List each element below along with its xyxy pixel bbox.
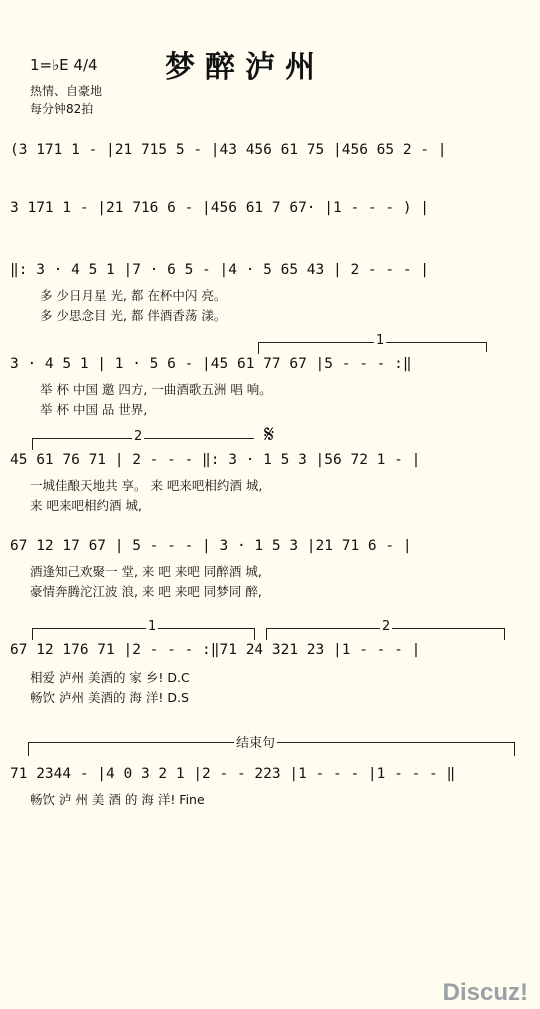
volta-1b-bracket [32, 628, 254, 629]
score-line-3: ‖: 3 · 4 5 1 |7 · 6 5 - |4 · 5 65 43 | 2 - - - | [10, 262, 430, 278]
volta-2b-number: 2 [382, 619, 391, 634]
ending-tick [28, 742, 29, 756]
score-line-5: 45 61 76 71 | 2 - - - ‖: 3 · 1 5 3 |56 72 1 - | [10, 452, 421, 468]
ending-tick-end [514, 742, 515, 756]
lyric-line-5b: 来 吧来吧相约酒 城, [30, 498, 142, 513]
score-line-6: 67 12 17 67 | 5 - - - | 3 · 1 5 3 |21 71 6 - | [10, 538, 412, 554]
volta-2b-tick [266, 628, 267, 640]
lyric-line-6a: 酒逢知己欢聚一 堂, 来 吧 来吧 同醉酒 城, [30, 564, 262, 579]
volta-1b-tick-end [254, 628, 255, 640]
volta-1b-tick [32, 628, 33, 640]
volta-2b-tick-end [504, 628, 505, 640]
volta-1-bracket [258, 342, 486, 343]
volta-1-number: 1 [376, 333, 385, 348]
ending-label: 结束句 [234, 732, 277, 751]
score-line-8: 71 2344 - |4 0 3 2 1 |2 - - 223 |1 - - - |1 - - - ‖ [10, 766, 456, 782]
score-line-4: 3 · 4 5 1 | 1 · 5 6 - |45 61 77 67 |5 - - - :‖ [10, 356, 412, 372]
lyric-line-7b: 畅饮 泸州 美酒的 海 洋! D.S [30, 690, 189, 705]
watermark-logo: Discuz! [442, 979, 528, 1006]
key-signature: 1=♭E 4/4 [30, 56, 98, 74]
lyric-line-4b: 举 杯 中国 品 世界, [40, 402, 148, 417]
lyric-line-8a: 畅饮 泸 州 美 酒 的 海 洋! Fine [30, 792, 205, 807]
lyric-line-3a: 多 少日月星 光, 都 在杯中闪 亮。 [40, 288, 227, 303]
lyric-line-6b: 豪情奔腾沱江波 浪, 来 吧 来吧 同梦同 醉, [30, 584, 262, 599]
score-line-2: 3 171 1 - |21 716 6 - |456 61 7 67· |1 - - - ) | [10, 200, 430, 216]
score-line-1: (3 171 1 - |21 715 5 - |43 456 61 75 |456 65 2 - | [10, 142, 447, 158]
segno-sign: 𝄋 [264, 420, 275, 448]
page-title: 梦醉泸州 [165, 50, 325, 85]
score-line-7: 67 12 176 71 |2 - - - :‖71 24 321 23 |1 - - - | [10, 642, 421, 658]
volta-2-tick [32, 438, 33, 450]
lyric-line-5a: 一城佳酿天地共 享。 来 吧来吧相约酒 城, [30, 478, 263, 493]
volta-2-number: 2 [134, 429, 143, 444]
tempo-mark: 每分钟82拍 [30, 102, 94, 116]
volta-1-tick [258, 342, 259, 354]
volta-1-tick-end [486, 342, 487, 352]
expression-mark: 热情、自豪地 [30, 84, 103, 98]
lyric-line-3b: 多 少思念目 光, 都 伴酒香荡 漾。 [40, 308, 227, 323]
volta-1b-number: 1 [148, 619, 157, 634]
lyric-line-7a: 相爱 泸州 美酒的 家 乡! D.C [30, 670, 190, 685]
lyric-line-4a: 举 杯 中国 邀 四方, 一曲酒歌五洲 唱 响。 [40, 382, 272, 397]
